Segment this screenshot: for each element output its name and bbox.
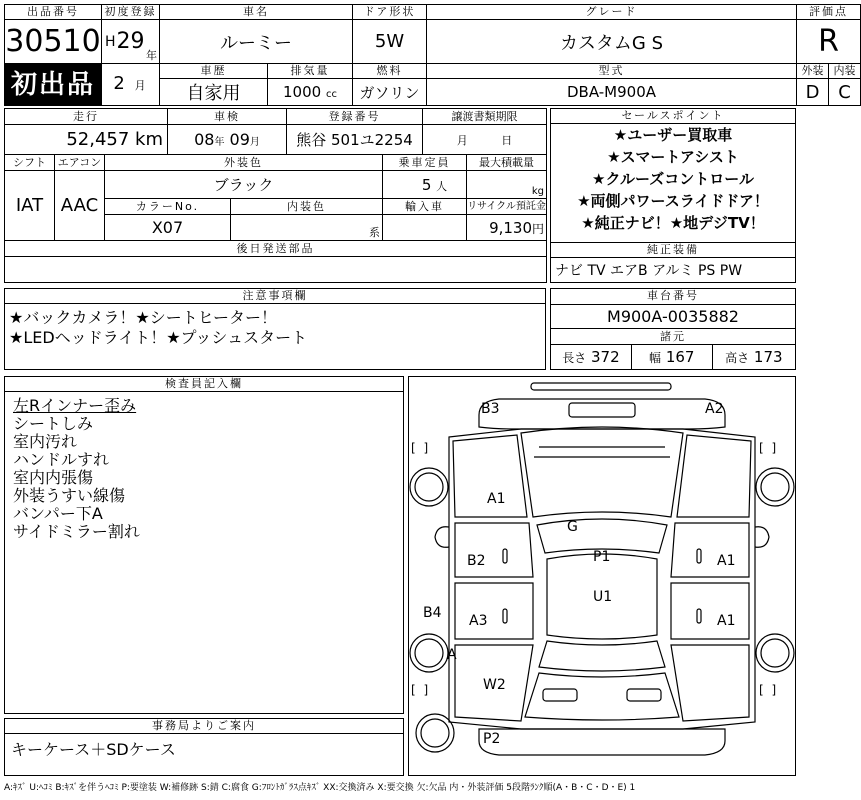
width-label: 幅 bbox=[649, 351, 662, 366]
first-reg-month bbox=[102, 64, 160, 106]
history-label: 車歴 bbox=[160, 64, 268, 79]
height-cell bbox=[712, 345, 795, 370]
sales-points-label: セールスポイント bbox=[551, 109, 796, 124]
first-listing-badge: 初出品 bbox=[5, 64, 102, 106]
spare-wheel bbox=[416, 714, 454, 752]
height: 173 bbox=[753, 348, 783, 367]
exterior-label: 外装 bbox=[797, 64, 829, 79]
inspection-cell bbox=[168, 125, 287, 155]
left-handle-rear bbox=[503, 609, 507, 623]
displacement-label: 排気量 bbox=[268, 64, 353, 79]
shift: IAT bbox=[5, 171, 55, 241]
exterior-rating: D bbox=[797, 79, 829, 106]
rear-gate bbox=[525, 673, 679, 720]
damage-code: B2 bbox=[467, 553, 486, 569]
insp-month-unit: 月 bbox=[249, 137, 260, 149]
notes-line: ★LEDヘッドライト！★プッシュスタート bbox=[9, 328, 308, 347]
damage-code: A2 bbox=[705, 401, 724, 417]
length-cell bbox=[551, 345, 632, 370]
insp-month: 09 bbox=[229, 130, 250, 150]
left-rear-door bbox=[455, 583, 533, 639]
damage-code: P1 bbox=[593, 549, 611, 565]
interior-rating: C bbox=[829, 79, 861, 106]
seats-unit: 人 bbox=[436, 179, 448, 193]
inspector-item: 外装うすい線傷 bbox=[13, 486, 126, 505]
damage-code: B3 bbox=[481, 401, 500, 417]
office-box bbox=[4, 718, 404, 776]
lot-label: 出品番号 bbox=[5, 5, 102, 20]
inspector-item: バンパー下A bbox=[13, 504, 103, 523]
vehicle-info-table bbox=[4, 108, 547, 283]
damage-code: B4 bbox=[423, 605, 442, 621]
inspection-label: 車検 bbox=[168, 109, 287, 125]
right-front-door bbox=[671, 523, 749, 577]
shift-label: シフト bbox=[5, 155, 55, 171]
model: DBA-M900A bbox=[427, 79, 797, 106]
damage-code: W2 bbox=[483, 677, 506, 693]
front-plate bbox=[569, 403, 635, 417]
recycle: 9,130 bbox=[489, 218, 533, 237]
notes-label: 注意事項欄 bbox=[5, 289, 546, 304]
right-front-wheel bbox=[756, 468, 794, 506]
first-reg-year bbox=[102, 20, 160, 64]
damage-map-box bbox=[408, 376, 796, 776]
import-label: 輸入車 bbox=[383, 199, 467, 215]
score-label: 評価点 bbox=[797, 5, 861, 20]
length-label: 長さ bbox=[562, 351, 587, 366]
mileage-label: 走行 bbox=[5, 109, 168, 125]
seats: 5 bbox=[421, 175, 432, 194]
max-load-label: 最大積載量 bbox=[467, 155, 547, 171]
equipment-label: 純正装備 bbox=[551, 242, 796, 257]
right-handle-front bbox=[697, 549, 701, 563]
recycle-unit: 円 bbox=[532, 221, 545, 236]
equipment-value: ナビ TV エアB アルミ PS PW bbox=[551, 257, 796, 282]
fuel: ガソリン bbox=[353, 79, 427, 106]
rear-glass bbox=[539, 641, 665, 671]
height-label: 高さ bbox=[725, 351, 750, 366]
door-type: 5W bbox=[353, 20, 427, 64]
mileage-unit: km bbox=[135, 129, 163, 151]
lot-number: 30510 bbox=[5, 20, 102, 64]
car-name-label: 車名 bbox=[160, 5, 353, 20]
later-parts-value bbox=[5, 257, 547, 283]
mileage-cell bbox=[5, 125, 168, 155]
left-mirror bbox=[435, 527, 449, 548]
reg-no: 熊谷 501ユ2254 bbox=[287, 125, 423, 155]
rear-bumper bbox=[479, 729, 725, 755]
damage-code: G bbox=[567, 519, 578, 535]
left-bracket-bottom: [ ] bbox=[411, 683, 431, 697]
inspector-box bbox=[4, 376, 404, 714]
recycle-label: リサイクル預託金 bbox=[467, 199, 547, 215]
header-table bbox=[4, 4, 861, 106]
seats-label: 乗車定員 bbox=[383, 155, 467, 171]
inspector-label: 検査員記入欄 bbox=[5, 377, 403, 392]
history: 自家用 bbox=[160, 79, 268, 106]
fuel-label: 燃料 bbox=[353, 64, 427, 79]
transfer-month: 月 bbox=[456, 133, 468, 147]
inspector-item: シートしみ bbox=[13, 414, 94, 433]
right-rear-wheel bbox=[756, 634, 794, 672]
damage-code: U1 bbox=[593, 589, 613, 605]
notes-body bbox=[5, 304, 546, 370]
inspector-item: ハンドルすれ bbox=[13, 450, 110, 469]
damage-code: A3 bbox=[469, 613, 488, 629]
sales-point-item: ★ユーザー買取車 bbox=[613, 126, 733, 145]
ac: AAC bbox=[55, 171, 105, 241]
color-no: X07 bbox=[105, 215, 231, 241]
inspector-item: サイドミラー割れ bbox=[13, 522, 140, 541]
mileage: 52,457 bbox=[66, 129, 130, 151]
max-load-unit: kg bbox=[531, 186, 545, 198]
ext-color: ブラック bbox=[105, 171, 383, 199]
sales-point-item: ★両側パワースライドドア！ bbox=[577, 192, 769, 211]
left-rear-wheel bbox=[410, 634, 448, 672]
front-bumper-top bbox=[531, 383, 671, 390]
ext-color-label: 外装色 bbox=[105, 155, 383, 171]
displacement: 1000 bbox=[283, 83, 322, 101]
int-color-cell bbox=[231, 215, 383, 241]
hood bbox=[521, 427, 683, 517]
right-rear-door bbox=[671, 583, 749, 639]
inspector-item: 室内汚れ bbox=[13, 432, 78, 451]
interior-label: 内装 bbox=[829, 64, 861, 79]
legend-footer: A:ｷｽﾞ U:ﾍｺﾐ B:ｷｽﾞを伴うﾍｺﾐ P:要塗装 W:補修跡 S:錆 C:腐食 G:ﾌﾛﾝﾄｶﾞﾗｽ点ｷｽﾞ XX:交換済み X:要交換 欠:欠品 内・外装評価 5段階ﾗﾝｸ順(A・B・C・D・E) 1 bbox=[4, 783, 636, 793]
recycle-cell bbox=[467, 215, 547, 241]
damage-code: A1 bbox=[717, 613, 736, 629]
transfer-label: 譲渡書類期限 bbox=[423, 109, 547, 125]
displacement-cell bbox=[268, 79, 353, 106]
notes-line: ★バックカメラ！★シートヒーター！ bbox=[9, 308, 278, 327]
sales-points-list bbox=[551, 124, 796, 243]
damage-code: A bbox=[447, 647, 457, 663]
transfer-day: 日 bbox=[501, 133, 513, 147]
model-label: 型式 bbox=[427, 64, 797, 79]
int-color-unit: 系 bbox=[369, 226, 380, 240]
chassis-label: 車台番号 bbox=[551, 289, 796, 305]
left-bracket-top: [ ] bbox=[411, 441, 431, 455]
reg-no-label: 登録番号 bbox=[287, 109, 423, 125]
seats-cell bbox=[383, 171, 467, 199]
later-parts-label: 後日発送部品 bbox=[5, 241, 547, 257]
right-front-fender bbox=[677, 435, 751, 517]
sales-point-item: ★スマートアシスト bbox=[607, 148, 739, 167]
insp-year-unit: 年 bbox=[214, 137, 225, 149]
first-reg-label: 初度登録 bbox=[102, 5, 160, 20]
sales-point-item: ★クルーズコントロール bbox=[592, 170, 754, 189]
chassis-table bbox=[550, 288, 796, 370]
ac-label: エアコン bbox=[55, 155, 105, 171]
import-value bbox=[383, 215, 467, 241]
insp-year: 08 bbox=[194, 130, 215, 150]
color-no-label: カラーNo. bbox=[105, 199, 231, 215]
inspector-item: 室内内張傷 bbox=[13, 468, 94, 487]
year-unit: 年 bbox=[146, 49, 157, 62]
inspector-item: 左Rインナー歪み bbox=[13, 396, 137, 415]
office-value: キーケース＋SDケース bbox=[11, 740, 176, 759]
door-label: ドア形状 bbox=[353, 5, 427, 20]
damage-code: A1 bbox=[487, 491, 506, 507]
dims-label: 諸元 bbox=[551, 329, 796, 345]
reg-year: 29 bbox=[116, 29, 145, 54]
car-name: ルーミー bbox=[160, 20, 353, 64]
width: 167 bbox=[665, 348, 695, 367]
car-diagram bbox=[409, 377, 795, 775]
int-color-label: 内装色 bbox=[231, 199, 383, 215]
grade-label: グレード bbox=[427, 5, 797, 20]
right-mirror bbox=[755, 527, 769, 548]
width-cell bbox=[631, 345, 712, 370]
score: R bbox=[797, 20, 861, 64]
notes-table bbox=[4, 288, 546, 370]
chassis-number: M900A-0035882 bbox=[551, 304, 796, 329]
left-front-wheel bbox=[410, 468, 448, 506]
era: H bbox=[105, 34, 116, 50]
left-handle-front bbox=[503, 549, 507, 563]
damage-code: P2 bbox=[483, 731, 501, 747]
displacement-unit: cc bbox=[325, 89, 337, 100]
length: 372 bbox=[591, 348, 620, 367]
sales-point-item: ★純正ナビ！★地デジTV！ bbox=[581, 214, 765, 233]
right-handle-rear bbox=[697, 609, 701, 623]
month-unit: 月 bbox=[134, 78, 148, 92]
max-load-cell bbox=[467, 171, 547, 199]
windshield bbox=[537, 519, 667, 553]
transfer-cell bbox=[423, 125, 547, 155]
damage-code: A1 bbox=[717, 553, 736, 569]
office-label: 事務局よりご案内 bbox=[5, 719, 403, 734]
sales-points-table bbox=[550, 108, 796, 283]
grade: カスタムG S bbox=[427, 20, 797, 64]
inspector-list bbox=[13, 397, 140, 541]
right-bracket-top: [ ] bbox=[759, 441, 779, 455]
reg-month: 2 bbox=[113, 72, 127, 94]
right-rear-quarter bbox=[671, 645, 749, 721]
right-bracket-bottom: [ ] bbox=[759, 683, 779, 697]
